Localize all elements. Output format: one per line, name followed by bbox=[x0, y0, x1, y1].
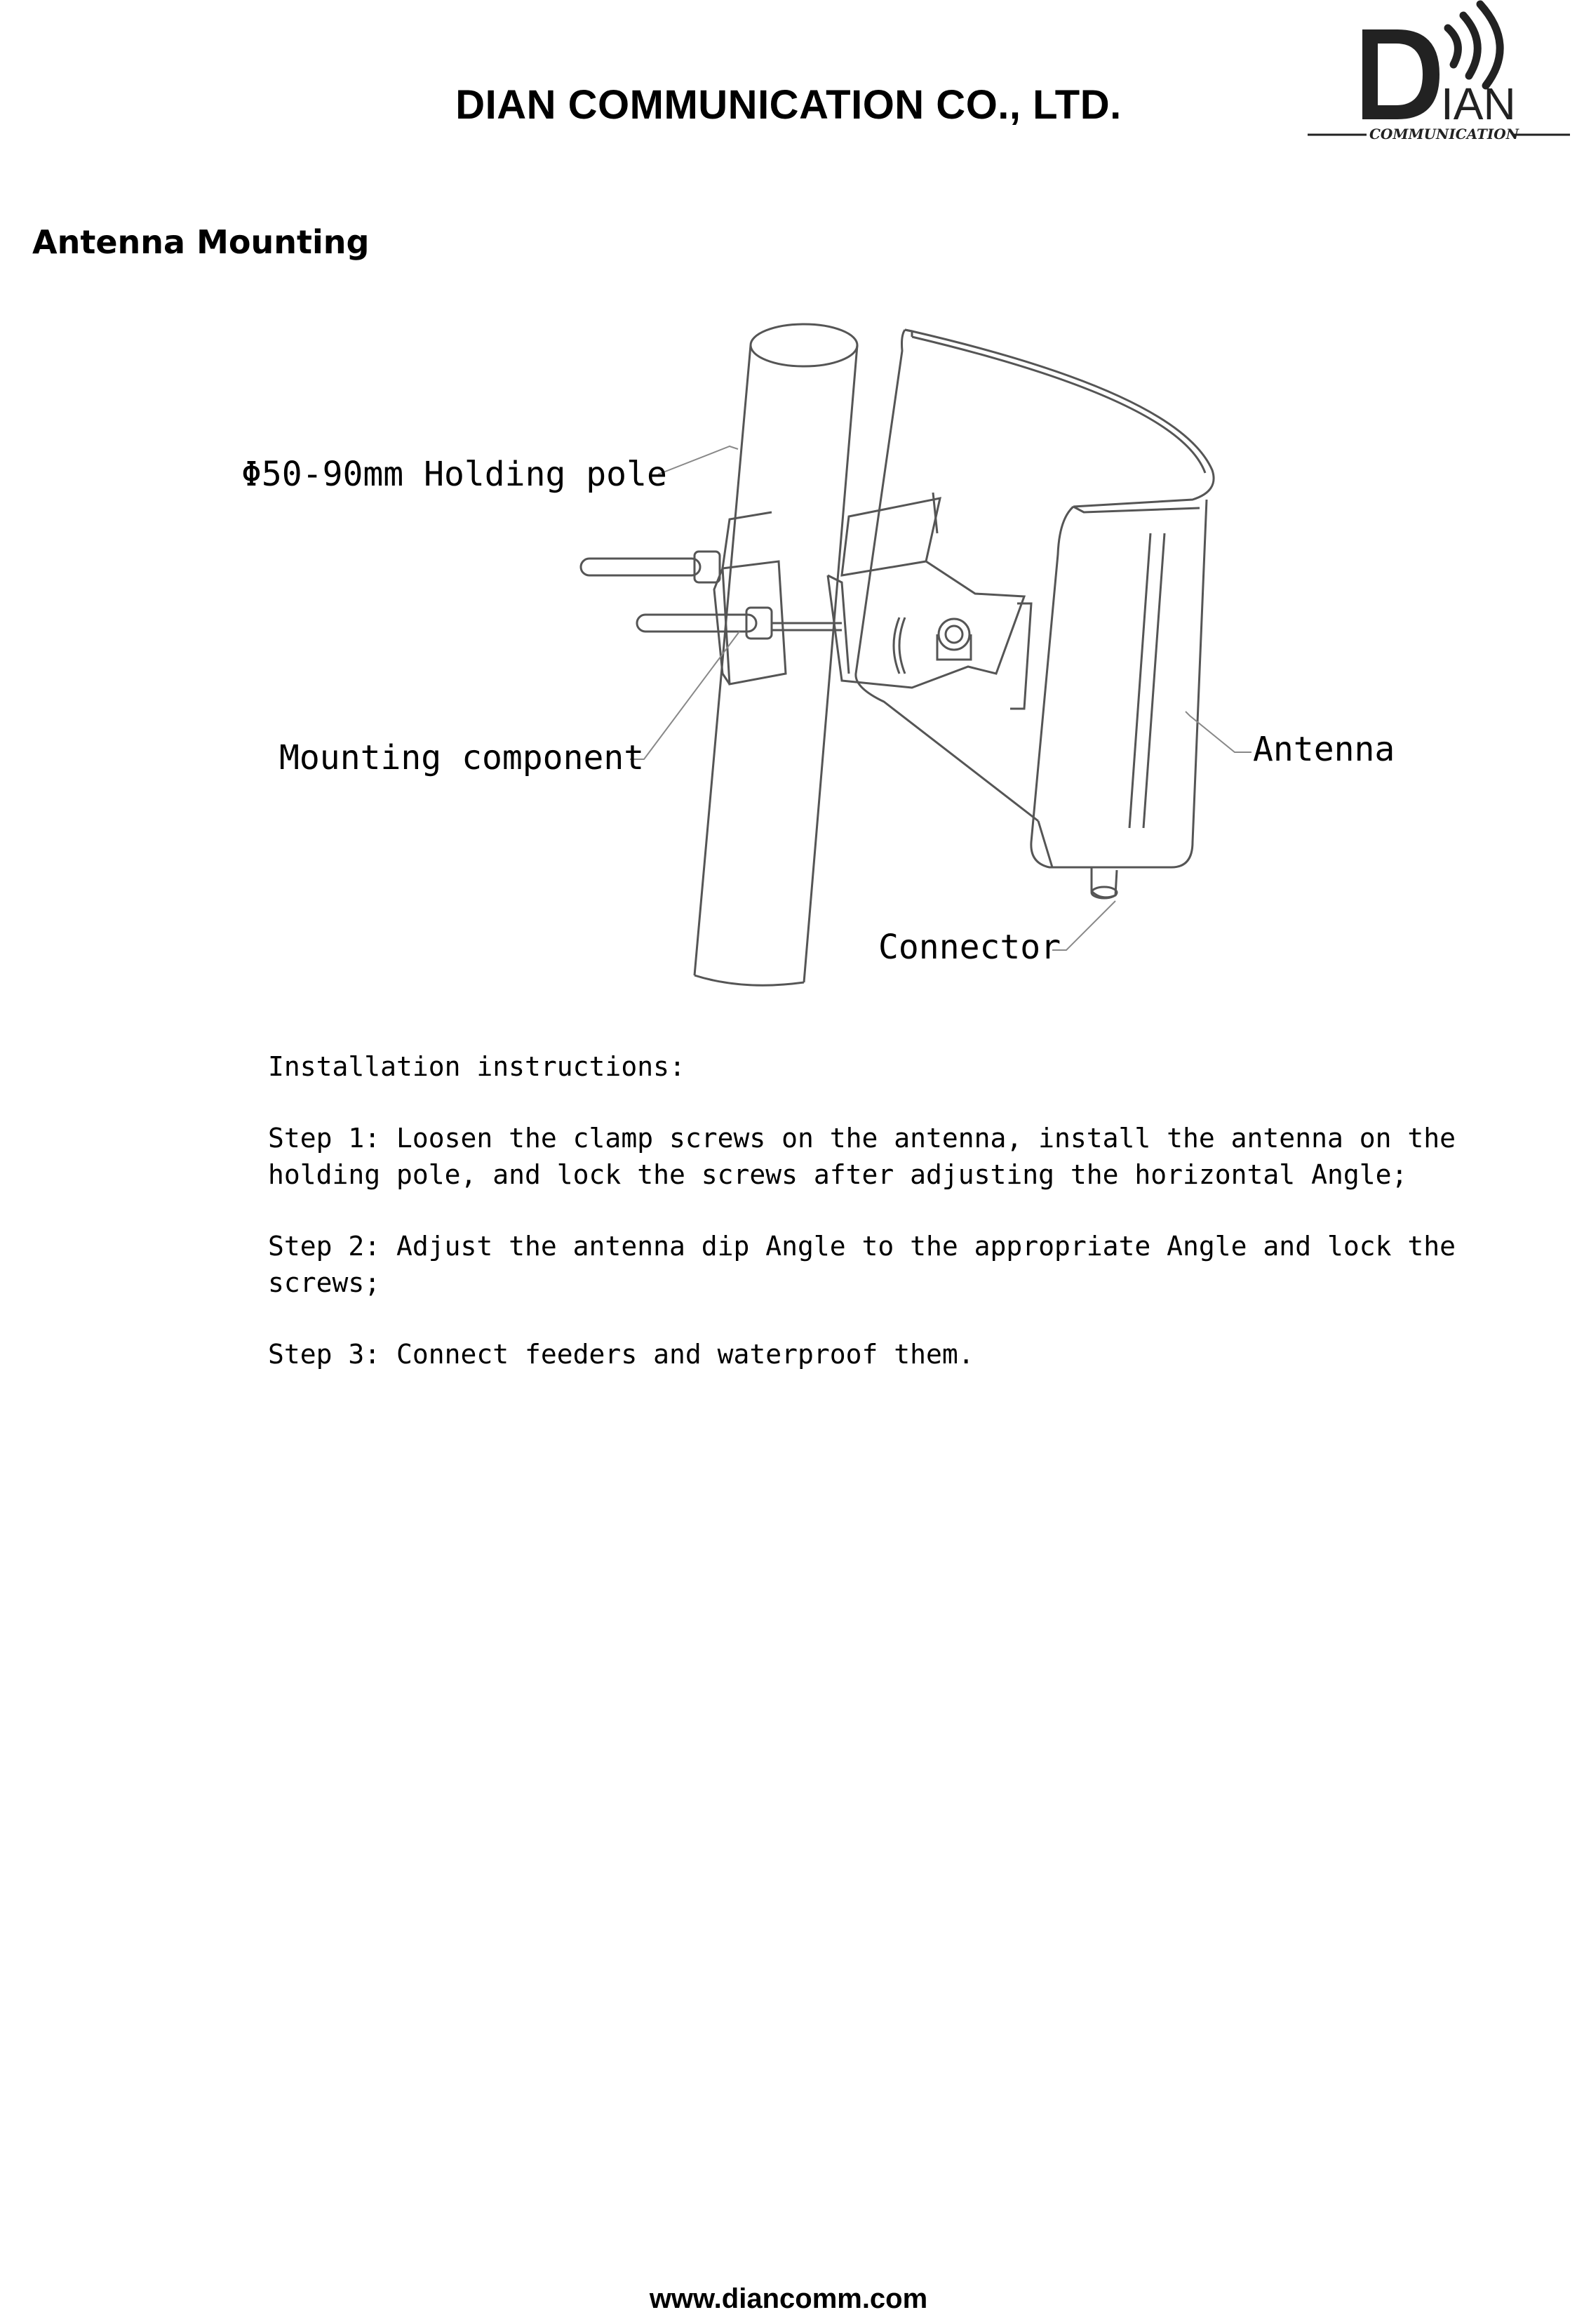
mounting-bracket-antenna bbox=[842, 498, 940, 575]
footer-website: www.diancomm.com bbox=[649, 2283, 928, 2314]
label-mounting-component: Mounting component bbox=[279, 738, 645, 777]
instruction-step-3: Step 3: Connect feeders and waterproof them. bbox=[268, 1339, 974, 1370]
antenna-connector bbox=[1092, 867, 1117, 897]
logo-subtext: COMMUNICATION bbox=[1369, 126, 1519, 142]
label-holding-pole: Φ50-90mm Holding pole bbox=[241, 455, 667, 494]
label-antenna: Antenna bbox=[1253, 730, 1395, 769]
holding-pole-top bbox=[751, 324, 857, 366]
instruction-step-1-line-1: Step 1: Loosen the clamp screws on the antenna, install the antenna on the bbox=[268, 1123, 1456, 1154]
instruction-step-1-line-2: holding pole, and lock the screws after adjusting the horizontal Angle; bbox=[268, 1159, 1408, 1190]
company-name: DIAN COMMUNICATION CO., LTD. bbox=[455, 82, 1122, 128]
mounting-bolts bbox=[581, 552, 842, 639]
leader-antenna bbox=[1186, 712, 1251, 752]
leader-connector bbox=[1052, 901, 1115, 950]
holding-pole bbox=[694, 345, 751, 975]
label-connector: Connector bbox=[878, 928, 1061, 967]
leader-holding-pole bbox=[658, 446, 738, 474]
dian-logo-icon bbox=[1292, 0, 1573, 147]
section-title: Antenna Mounting bbox=[32, 223, 370, 261]
instruction-step-2-line-1: Step 2: Adjust the antenna dip Angle to the appropriate Angle and lock the bbox=[268, 1231, 1456, 1262]
instructions-heading: Installation instructions: bbox=[268, 1051, 685, 1082]
antenna-body bbox=[1031, 500, 1207, 867]
instruction-step-2-line-2: screws; bbox=[268, 1267, 381, 1298]
antenna-mounting-drawing bbox=[0, 309, 1577, 1010]
antenna-back-panel bbox=[905, 330, 1214, 507]
logo-text: IAN bbox=[1441, 79, 1516, 129]
